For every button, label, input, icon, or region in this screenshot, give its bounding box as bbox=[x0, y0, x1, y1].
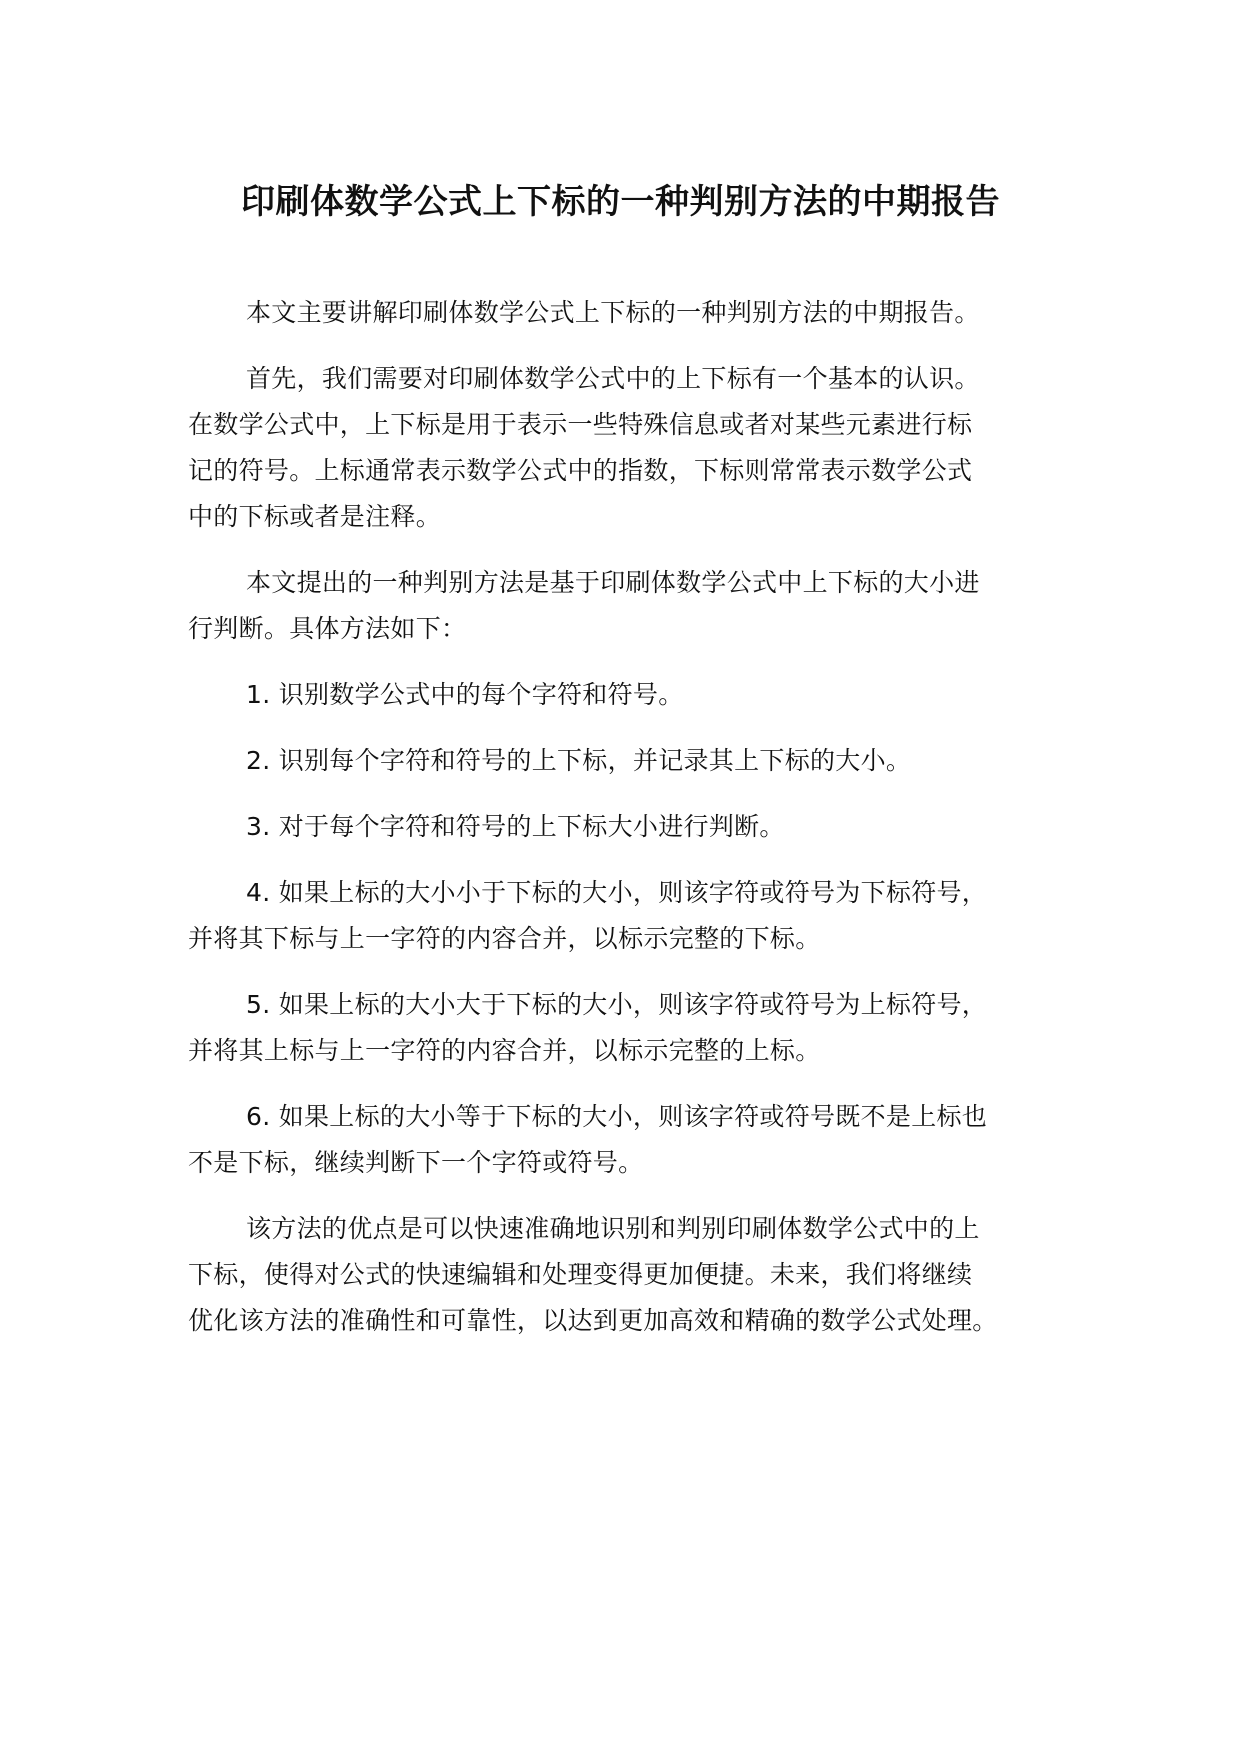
paragraph-line: 在数学公式中，上下标是用于表示一些特殊信息或者对某些元素进行标 bbox=[188, 410, 973, 439]
paragraph-line: 5. 如果上标的大小大于下标的大小，则该字符或符号为上标符号， bbox=[246, 990, 988, 1019]
paragraph-line: 4. 如果上标的大小小于下标的大小，则该字符或符号为下标符号， bbox=[246, 878, 988, 907]
paragraph-line: 不是下标，继续判断下一个字符或符号。 bbox=[188, 1148, 644, 1177]
paragraph-line: 并将其下标与上一字符的内容合并，以标示完整的下标。 bbox=[188, 924, 821, 953]
paragraph-background bbox=[188, 356, 1058, 540]
paragraph-line: 并将其上标与上一字符的内容合并，以标示完整的上标。 bbox=[188, 1036, 821, 1065]
paragraph-line: 记的符号。上标通常表示数学公式中的指数，下标则常常表示数学公式 bbox=[188, 456, 973, 485]
list-item-step-3 bbox=[188, 804, 1058, 850]
paragraph-conclusion bbox=[188, 1206, 1058, 1344]
paragraph-line: 本文提出的一种判别方法是基于印刷体数学公式中上下标的大小进 bbox=[246, 568, 980, 597]
list-item-step-2 bbox=[188, 738, 1058, 784]
paragraph-line: 优化该方法的准确性和可靠性，以达到更加高效和精确的数学公式处理。 bbox=[188, 1306, 998, 1335]
list-item-step-6 bbox=[188, 1094, 1058, 1186]
paragraph-line: 本文主要讲解印刷体数学公式上下标的一种判别方法的中期报告。 bbox=[246, 298, 980, 327]
paragraph-line: 行判断。具体方法如下： bbox=[188, 614, 467, 643]
paragraph-line: 6. 如果上标的大小等于下标的大小，则该字符或符号既不是上标也 bbox=[246, 1102, 988, 1131]
list-item-step-4 bbox=[188, 870, 1058, 962]
paragraph-intro bbox=[188, 290, 1058, 336]
paragraph-line: 该方法的优点是可以快速准确地识别和判别印刷体数学公式中的上 bbox=[246, 1214, 980, 1243]
paragraph-line: 1. 识别数学公式中的每个字符和符号。 bbox=[246, 680, 684, 709]
page-title: 印刷体数学公式上下标的一种判别方法的中期报告 bbox=[241, 182, 1000, 222]
paragraph-line: 下标，使得对公式的快速编辑和处理变得更加便捷。未来，我们将继续 bbox=[188, 1260, 973, 1289]
list-item-step-1 bbox=[188, 672, 1058, 718]
paragraph-line: 3. 对于每个字符和符号的上下标大小进行判断。 bbox=[246, 812, 785, 841]
paragraph-method bbox=[188, 560, 1058, 652]
paragraph-line: 首先，我们需要对印刷体数学公式中的上下标有一个基本的认识。 bbox=[246, 364, 980, 393]
list-item-step-5 bbox=[188, 982, 1058, 1074]
paragraph-line: 中的下标或者是注释。 bbox=[188, 502, 442, 531]
paragraph-line: 2. 识别每个字符和符号的上下标，并记录其上下标的大小。 bbox=[246, 746, 912, 775]
document-body bbox=[188, 290, 1058, 1364]
